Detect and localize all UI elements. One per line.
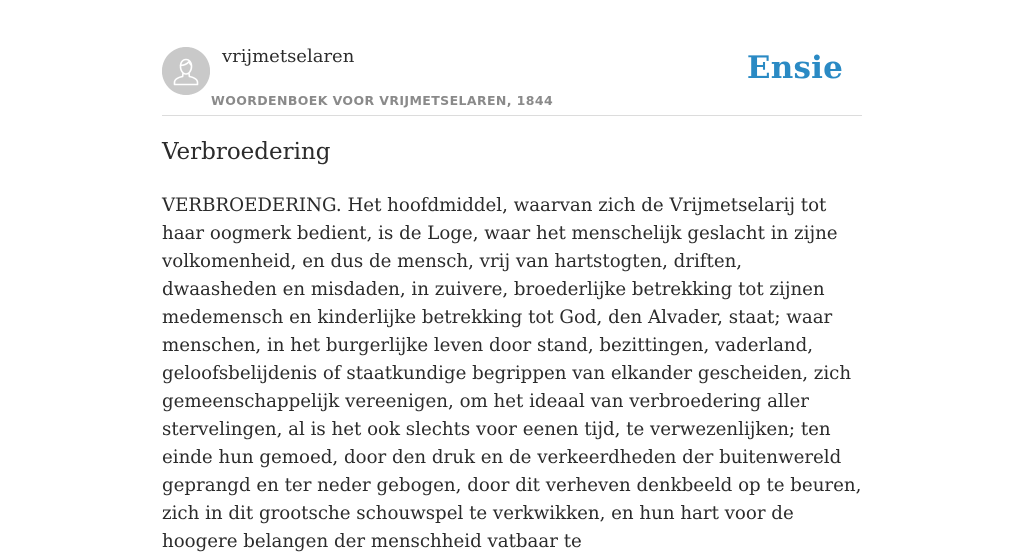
article-card: [162, 0, 862, 552]
article-body: VERBROEDERING. Het hoofdmiddel, waarvan zich de Vrijmetselarij tot haar oogmerk bedient, is de Loge, waar het menschelijk geslacht in zijne volkomenheid, en dus de mensch, vrij van hartstogten, driften, dwaasheden en misdaden, in zuivere, broederlijke betrekking tot zijnen medemensch en kinderlijke betrekking tot God, den Alvader, staat; waar menschen, in het burgerlijke leven door stand, bezittingen, vaderland, geloofsbelijdenis of staatkundige begrippen van elkander gescheiden, zich gemeenschappelijk vereenigen, om het ideaal van verbroedering aller stervelingen, al is het ook slechts voor eenen tijd, te verwezenlijken; ten einde hun gemoed, door den druk en de verkeerdheden der buitenwereld geprangd en ter neder gebogen, door dit verheven denkbeeld op te beuren, zich in dit grootsche schouwspel te verkwikken, en hun hart voor de hoogere belangen der menschheid vatbaar te: [162, 195, 862, 552]
author-link[interactable]: vrijmetselaren: [222, 46, 355, 67]
ensie-logo[interactable]: Ensie: [746, 50, 843, 86]
page-title: Verbroedering: [162, 139, 331, 165]
article-header: [162, 0, 862, 116]
user-avatar-icon[interactable]: [162, 47, 210, 95]
source-label[interactable]: WOORDENBOEK VOOR VRIJMETSELAREN, 1844: [211, 93, 554, 108]
